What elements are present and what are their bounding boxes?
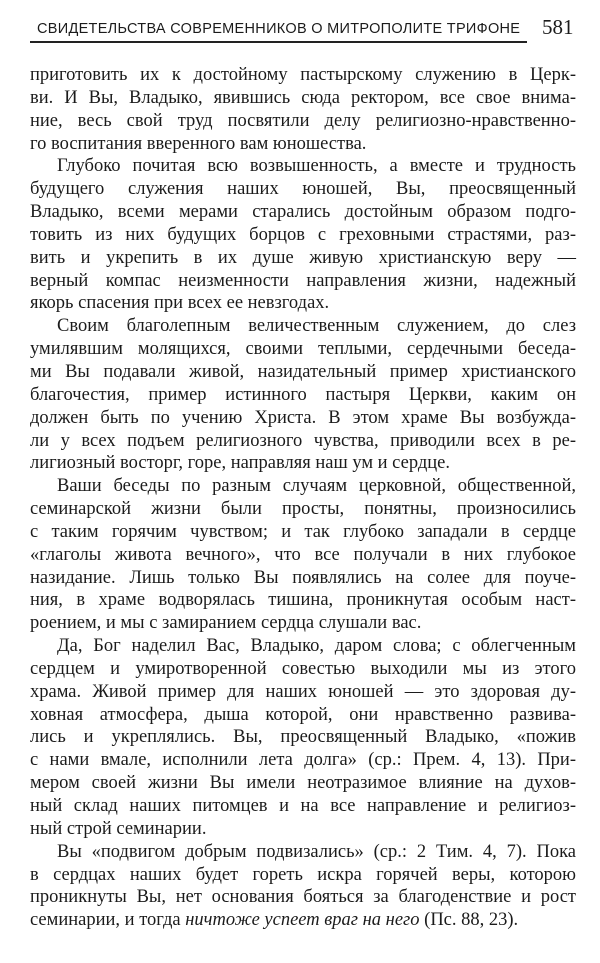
- paragraph-1: [30, 64, 576, 155]
- text-line: ли у всех подъем религиозного чувства, приводили всех в ре-: [30, 430, 576, 451]
- page-number: 581: [542, 15, 574, 39]
- text-line: с таким горячим чувством; и так глубоко западали в сердце: [30, 521, 576, 542]
- text-line: ный строй семинарии.: [30, 818, 207, 839]
- text-line: [30, 909, 576, 932]
- text-line: мером своей жизни Вы имели неотразимое влияние на духов-: [30, 773, 576, 794]
- header-rule: [30, 41, 527, 43]
- text-line: должен быть по учению Христа. В этом храме Вы возбужда-: [30, 407, 576, 428]
- text-line: храма. Живой пример для наших юношей — это здоровая ду-: [30, 681, 576, 702]
- text-line: ми Вы подавали живой, назидательный пример христианского: [30, 361, 576, 382]
- paragraph-5: [30, 635, 576, 841]
- text-line: лигиозный восторг, горе, направляя наш ум и сердце.: [30, 453, 450, 474]
- text-line: ховная атмосфера, дыша которой, они нравственно развива-: [30, 704, 576, 725]
- text-line: проникнуты Вы, нет основания бояться за благоденствие и рост: [30, 887, 576, 908]
- text-line: Глубоко почитая всю возвышенность, а вместе и трудность: [57, 156, 576, 177]
- text-line: Ваши беседы по разным случаям церковной, общественной,: [57, 476, 576, 497]
- italic-quotation: ничтоже успеет враг на него: [185, 910, 420, 931]
- text-line: Своим благолепным величественным служением, до слез: [57, 316, 576, 337]
- paragraph-6: [30, 841, 576, 932]
- body-text: [30, 64, 576, 932]
- text-line: ния, в храме водворялась тишина, проникнутая особым наст-: [30, 590, 576, 611]
- scripture-reference: (Пс. 88, 23).: [419, 910, 519, 931]
- text-line: лись и укреплялись. Вы, преосвященный Владыко, «пожив: [30, 727, 576, 748]
- running-header-title: СВИДЕТЕЛЬСТВА СОВРЕМЕННИКОВ О МИТРОПОЛИТЕ ТРИФОНЕ: [37, 21, 521, 37]
- text-line: верный компас неизменности направления жизни, надежный: [30, 270, 576, 291]
- text-line: сердцем и умиротворенной совестью выходили мы из этого: [30, 658, 576, 679]
- paragraph-3: [30, 315, 576, 475]
- text-line: с нами вмале, исполнили лета долга» (ср.: Прем. 4, 13). При-: [30, 750, 576, 771]
- text-line: благочестия, пример истинного пастыря Церкви, каким он: [30, 384, 576, 405]
- text-line: Да, Бог наделил Вас, Владыко, даром слова; с облегченным: [57, 636, 576, 657]
- text-line: якорь спасения при всех ее невзгодах.: [30, 293, 330, 314]
- text-line: Вы «подвигом добрым подвизались» (ср.: 2 Тим. 4, 7). Пока: [57, 841, 576, 862]
- text-line: умилявшим молящихся, своими теплыми, сердечными беседа-: [30, 339, 576, 360]
- text-line: ный склад наших питомцев и на все направление и религиоз-: [30, 796, 576, 816]
- text-line: «глаголы живота вечного», что все получали в них глубокое: [30, 544, 576, 565]
- text-line: Владыко, всеми мерами старались достойным образом подго-: [30, 202, 576, 223]
- paragraph-2: [30, 155, 576, 315]
- text-line: го воспитания вверенного вам юношества.: [30, 133, 367, 154]
- paragraph-4: [30, 475, 576, 635]
- text-line: приготовить их к достойному пастырскому служению в Церк-: [30, 65, 576, 85]
- text-line: роением, и мы с замиранием сердца слушали вас.: [30, 613, 422, 634]
- text-line: в сердцах наших будет гореть искра горячей веры, которою: [30, 864, 576, 885]
- text-line: товить из них будущих борцов с греховными страстями, раз-: [30, 224, 576, 245]
- text-line: вить и укрепить в их душе живую христианскую веру —: [30, 247, 576, 268]
- text-line: ние, весь свой труд посвятили делу религиозно-нравственно-: [30, 110, 576, 131]
- text-line: назидание. Лишь только Вы появлялись на солее для поуче-: [30, 567, 576, 588]
- text-line: будущего служения наших юношей, Вы, преосвященный: [30, 179, 576, 200]
- text-line: ви. И Вы, Владыко, явившись сюда ректором, все свое внима-: [30, 87, 576, 108]
- text-line: семинарской жизни были просты, понятны, произносились: [30, 499, 576, 520]
- text-segment: семинарии, и тогда: [30, 910, 186, 931]
